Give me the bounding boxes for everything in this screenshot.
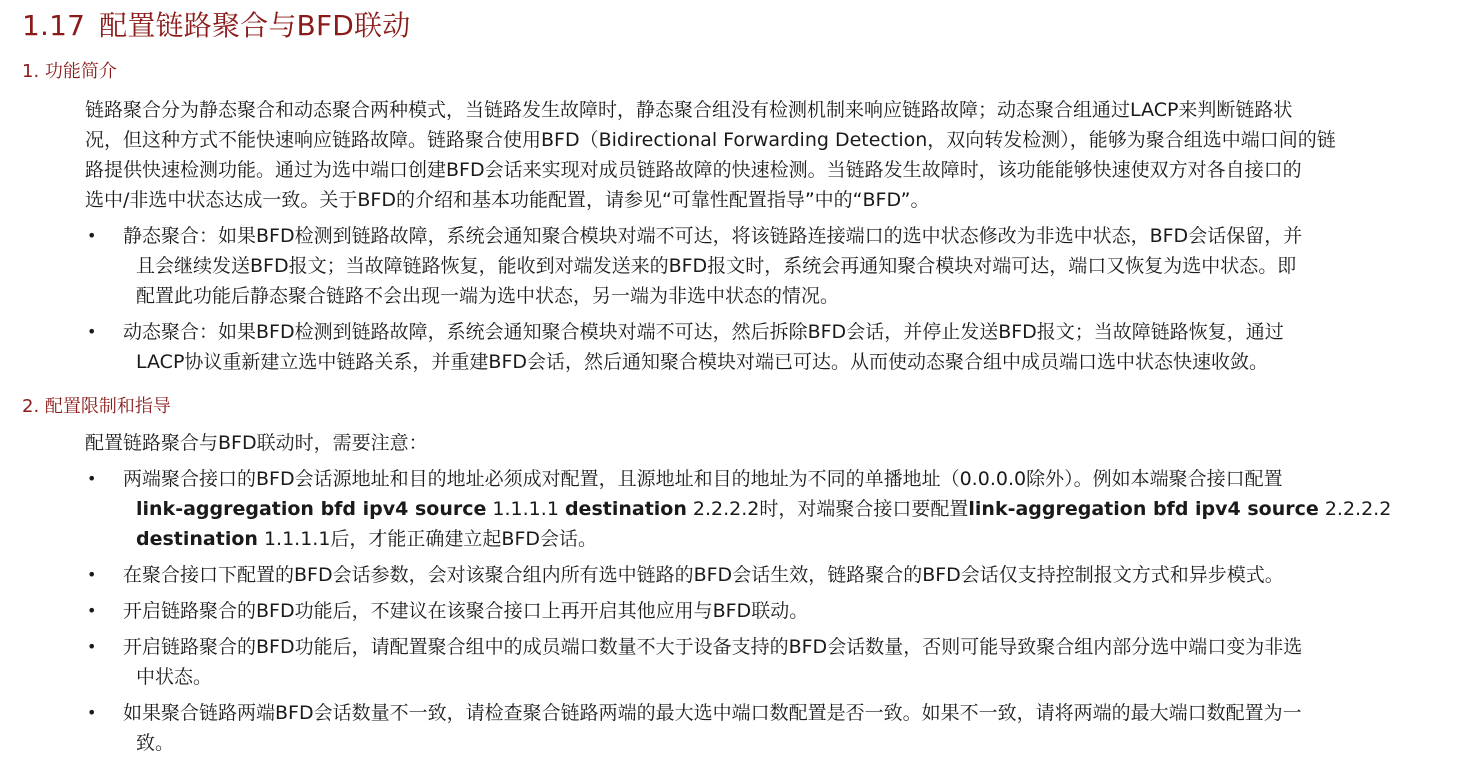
command-value: 1.1.1.1 [486, 498, 565, 520]
list-item-text: 开启链路聚合的BFD功能后，请配置聚合组中的成员端口数量不大于设备支持的BFD会话数量，否则可能导致聚合组内部分选中端口变为非选 [123, 636, 1303, 658]
list-item [0, 317, 1476, 377]
section-heading-1: 1. 功能简介 [22, 61, 117, 82]
list-item-continuation: LACP协议重新建立选中链路关系，并重建BFD会话，然后通知聚合模块对端已可达。从而使动态聚合组中成员端口选中状态快速收敛。 [136, 351, 1269, 373]
bullet-glyph: • [87, 637, 97, 656]
list-item-text: 动态聚合：如果BFD检测到链路故障，系统会通知聚合模块对端不可达，然后拆除BFD会话，并停止发送BFD报文；当故障链路恢复，通过 [123, 321, 1284, 343]
section-heading-2: 2. 配置限制和指导 [22, 396, 171, 417]
list-item-continuation [123, 494, 1433, 524]
command-value: 2.2.2.2时，对端聚合接口要配置 [686, 498, 969, 520]
list-item-text: 静态聚合：如果BFD检测到链路故障，系统会通知聚合模块对端不可达，将该链路连接端口的选中状态修改为非选中状态，BFD会话保留，并 [123, 225, 1303, 247]
list-item [0, 221, 1476, 311]
list-item-continuation: 配置此功能后静态聚合链路不会出现一端为选中状态，另一端为非选中状态的情况。 [136, 285, 840, 307]
list-item [0, 464, 1476, 554]
section-1-bullet-list [0, 221, 1476, 377]
title-text: 配置链路聚合与BFD联动 [99, 9, 411, 42]
section-2-bullet-list [0, 464, 1476, 758]
list-item-continuation [123, 524, 1433, 554]
list-item [0, 632, 1476, 692]
list-item [0, 596, 1476, 626]
bullet-glyph: • [87, 226, 97, 245]
command-keyword: destination [564, 498, 687, 520]
list-item-continuation: 中状态。 [136, 666, 213, 688]
bullet-glyph: • [87, 565, 97, 584]
command-keyword: link-aggregation bfd ipv4 source [968, 498, 1319, 520]
bullet-glyph: • [87, 601, 97, 620]
command-keyword: destination [136, 528, 258, 550]
command-value: 1.1.1.1后，才能正确建立起BFD会话。 [257, 528, 598, 550]
section-1-paragraph [85, 95, 1445, 215]
paragraph-line: 链路聚合分为静态聚合和动态聚合两种模式，当链路发生故障时，静态聚合组没有检测机制来响应链路故障；动态聚合组通过LACP来判断链路状 [85, 99, 1293, 121]
list-item-continuation: 致。 [136, 732, 175, 754]
list-item-text: 两端聚合接口的BFD会话源地址和目的地址必须成对配置，且源地址和目的地址为不同的单播地址（0.0.0.0除外）。例如本端聚合接口配置 [123, 468, 1283, 490]
paragraph-line: 况，但这种方式不能快速响应链路故障。链路聚合使用BFD（Bidirectional Forwarding Detection，双向转发检测），能够为聚合组选中端口间的链 [85, 129, 1336, 151]
bullet-glyph: • [87, 322, 97, 341]
bullet-glyph: • [87, 703, 97, 722]
section-2-intro: 配置链路聚合与BFD联动时，需要注意： [85, 432, 428, 454]
list-item [0, 560, 1476, 590]
command-keyword: link-aggregation bfd ipv4 source [136, 498, 487, 520]
command-value: 2.2.2.2 [1318, 498, 1392, 520]
list-item-text: 在聚合接口下配置的BFD会话参数，会对该聚合组内所有选中链路的BFD会话生效，链路聚合的BFD会话仅支持控制报文方式和异步模式。 [123, 564, 1284, 586]
list-item-text: 开启链路聚合的BFD功能后，不建议在该聚合接口上再开启其他应用与BFD联动。 [123, 600, 809, 622]
paragraph-line: 选中/非选中状态达成一致。关于BFD的介绍和基本功能配置，请参见“可靠性配置指导”中的“BFD”。 [85, 189, 930, 211]
list-item-continuation: 且会继续发送BFD报文；当故障链路恢复，能收到对端发送来的BFD报文时，系统会再通知聚合模块对端可达，端口又恢复为选中状态。即 [136, 255, 1297, 277]
bullet-glyph: • [87, 469, 97, 488]
list-item-text: 如果聚合链路两端BFD会话数量不一致，请检查聚合链路两端的最大选中端口数配置是否一致。如果不一致，请将两端的最大端口数配置为一 [123, 702, 1302, 724]
paragraph-line: 路提供快速检测功能。通过为选中端口创建BFD会话来实现对成员链路故障的快速检测。当链路发生故障时，该功能能够快速使双方对各自接口的 [85, 159, 1302, 181]
list-item [0, 698, 1476, 758]
page-title [22, 4, 410, 44]
title-number: 1.17 [22, 9, 86, 42]
